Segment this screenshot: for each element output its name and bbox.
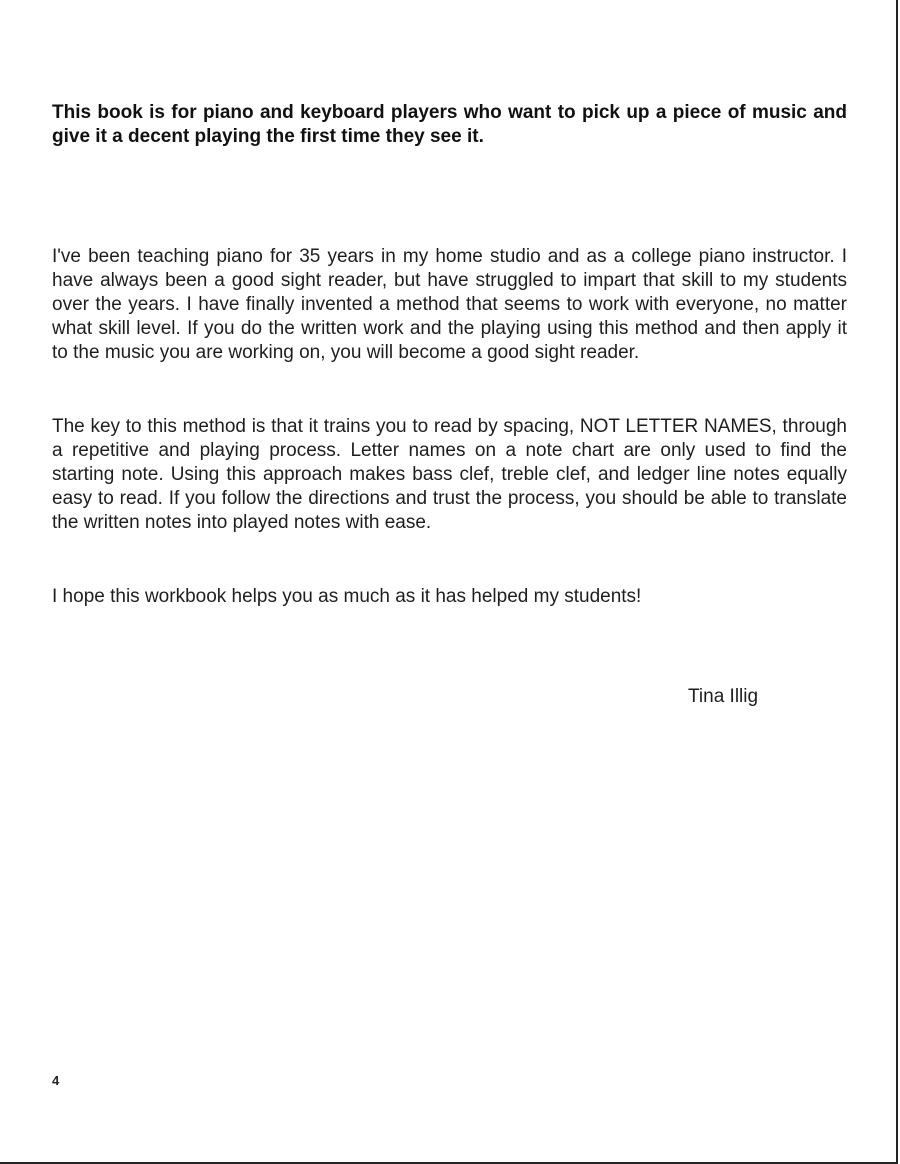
paragraph-teaching-background: I've been teaching piano for 35 years in my home studio and as a college piano instructor. I have always been a good sight reader, but have struggled to impart that skill to my students over the years. I have finally invented a method that seems to work with everyone, no matter what skill level. If you do the written work and the playing using this method and then apply it to the music you are working on, you will become a good sight reader. [52, 246, 847, 363]
paragraph-closing-wish: I hope this workbook helps you as much as it has helped my students! [52, 586, 642, 607]
intro-statement: This book is for piano and keyboard players who want to pick up a piece of music and give it a decent playing the first time they see it. [52, 102, 847, 147]
author-signature: Tina Illig [688, 686, 759, 707]
page-number: 4 [52, 1073, 60, 1088]
page-content [52, 101, 847, 609]
paragraph-method-description: The key to this method is that it trains you to read by spacing, NOT LETTER NAMES, through a repetitive and playing process. Letter names on a note chart are only used to find the starting note. Using this approach makes bass clef, treble clef, and ledger line notes equally easy to read. If you follow the directions and trust the process, you should be able to translate the written notes into played notes with ease. [52, 416, 847, 533]
